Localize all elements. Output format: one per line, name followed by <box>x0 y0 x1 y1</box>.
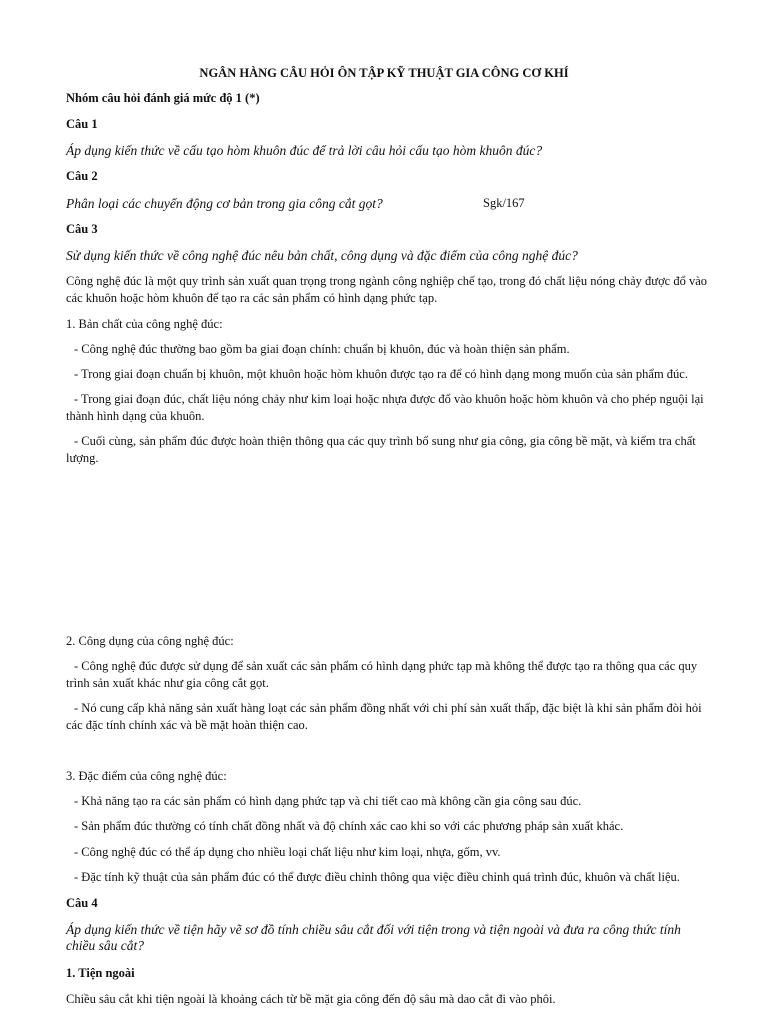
section-3-bullet-4: - Đặc tính kỹ thuật của sản phẩm đúc có thể được điều chỉnh thông qua việc điều chỉnh quá trình đúc, khuôn và chất liệu. <box>74 870 680 884</box>
group-heading: Nhóm câu hỏi đánh giá mức độ 1 (*) <box>66 91 260 105</box>
subheading-tien-ngoai: 1. Tiện ngoài <box>66 966 135 980</box>
question-4-text-line-1: Áp dụng kiến thức về tiện hãy vẽ sơ đồ tính chiều sâu cắt đối với tiện trong và tiện ngoài và đưa ra công thức tính <box>66 922 681 937</box>
section-1-heading: 1. Bản chất của công nghệ đúc: <box>66 317 223 331</box>
question-3-label: Câu 3 <box>66 222 98 236</box>
section-2-heading: 2. Công dụng của công nghệ đúc: <box>66 634 234 648</box>
tien-ngoai-text: Chiều sâu cắt khi tiện ngoài là khoảng cách từ bề mặt gia công đến độ sâu mà dao cắt đi vào phôi. <box>66 992 556 1006</box>
section-1-bullet-3-line-2: thành hình dạng của khuôn. <box>66 409 205 423</box>
q3-intro-line-2: các khuôn hoặc hòm khuôn để tạo ra các sản phẩm có hình dạng phức tạp. <box>66 291 438 305</box>
question-2-label: Câu 2 <box>66 169 98 183</box>
document-title: NGÂN HÀNG CÂU HỎI ÔN TẬP KỸ THUẬT GIA CÔNG CƠ KHÍ <box>199 66 569 80</box>
question-2-reference: Sgk/167 <box>483 196 525 210</box>
section-3-bullet-3: - Công nghệ đúc có thể áp dụng cho nhiều loại chất liệu như kim loại, nhựa, gốm, vv. <box>74 845 501 859</box>
section-2-bullet-1-line-2: trình sản xuất khác như gia công cắt gọt. <box>66 676 269 690</box>
section-2-bullet-1-line-1: - Công nghệ đúc được sử dụng để sản xuất các sản phẩm có hình dạng phức tạp mà không thể được tạo ra thông qua các quy <box>74 659 698 673</box>
section-1-bullet-4-line-2: lượng. <box>66 451 99 465</box>
q3-intro-line-1: Công nghệ đúc là một quy trình sản xuất quan trọng trong ngành công nghiệp chế tạo, trong đó chất liệu nóng chảy được đổ vào <box>66 274 708 288</box>
question-2-text: Phân loại các chuyển động cơ bản trong gia công cắt gọt? <box>66 196 383 211</box>
section-1-bullet-4-line-1: - Cuối cùng, sản phẩm đúc được hoàn thiện thông qua các quy trình bổ sung như gia công, gia công bề mặt, và kiểm tra chất <box>74 434 696 448</box>
section-2-bullet-2-line-2: các đặc tính chính xác và bề mặt hoàn thiện cao. <box>66 718 308 732</box>
section-2-bullet-2-line-1: - Nó cung cấp khả năng sản xuất hàng loạt các sản phẩm đồng nhất với chi phí sản xuất thấp, đặc biệt là khi sản phẩm đòi hỏi <box>74 701 702 715</box>
question-1-text: Áp dụng kiến thức về cấu tạo hòm khuôn đúc để trả lời câu hỏi cấu tạo hòm khuôn đúc? <box>66 143 543 158</box>
question-4-label: Câu 4 <box>66 896 98 910</box>
section-3-bullet-1: - Khả năng tạo ra các sản phẩm có hình dạng phức tạp và chi tiết cao mà không cần gia công sau đúc. <box>74 794 582 808</box>
section-1-bullet-2: - Trong giai đoạn chuẩn bị khuôn, một khuôn hoặc hòm khuôn được tạo ra để có hình dạng mong muốn của sản phẩm đúc. <box>74 367 688 381</box>
section-3-bullet-2: - Sản phẩm đúc thường có tính chất đồng nhất và độ chính xác cao khi so với các phương pháp sản xuất khác. <box>74 819 624 833</box>
section-3-heading: 3. Đặc điểm của công nghệ đúc: <box>66 769 227 783</box>
question-3-text: Sử dụng kiến thức về công nghệ đúc nêu bản chất, công dụng và đặc điểm của công nghệ đúc? <box>66 248 578 263</box>
section-1-bullet-1: - Công nghệ đúc thường bao gồm ba giai đoạn chính: chuẩn bị khuôn, đúc và hoàn thiện sản phẩm. <box>74 342 570 356</box>
question-4-text-line-2: chiều sâu cắt? <box>66 938 144 953</box>
question-1-label: Câu 1 <box>66 117 98 131</box>
section-1-bullet-3-line-1: - Trong giai đoạn đúc, chất liệu nóng chảy như kim loại hoặc nhựa được đổ vào khuôn hoặc hòm khuôn và cho phép nguội lại <box>74 392 704 406</box>
